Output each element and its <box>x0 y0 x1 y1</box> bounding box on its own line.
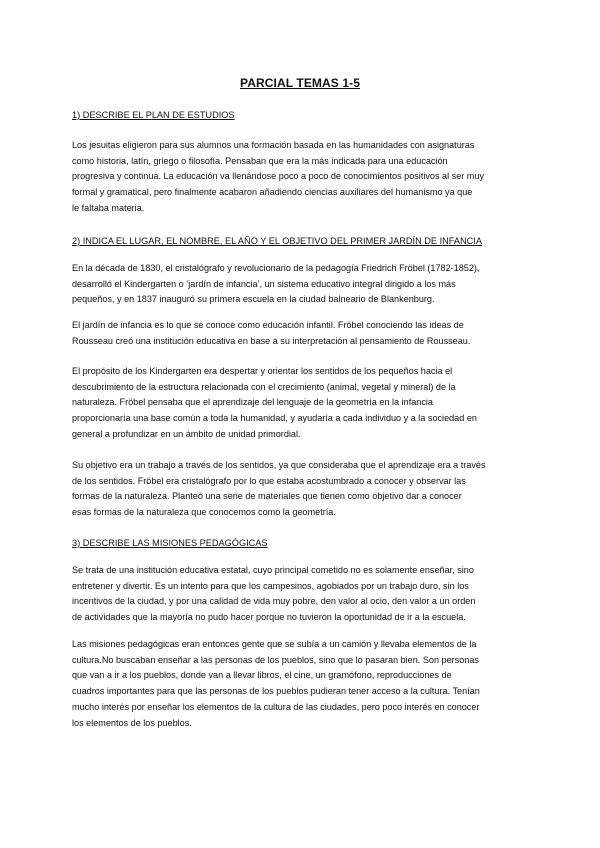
paragraph-line: pequeños, y en 1837 inauguró su primera escuela en la ciudad balneario de Blankenburg. <box>72 294 435 305</box>
paragraph-jardin-origen <box>72 261 534 308</box>
paragraph-line: cultura.No buscaban enseñar a las personas de los pueblos, sino que lo pasaran bien. Son personas <box>72 654 479 665</box>
paragraph-line: Las misiones pedagógicas eran entonces gente que se subía a un camión y llevaba elementos de la <box>72 639 477 649</box>
page-title: PARCIAL TEMAS 1-5 <box>240 76 360 90</box>
paragraph-line: El propósito de los Kindergarten era despertar y orientar los sentidos de los pequeños hacia el <box>72 366 453 376</box>
paragraph-line: Rousseau creó una institución educativa en base a su interpretación al pensamiento de Rousseau. <box>72 335 471 346</box>
paragraph-misiones-cultura <box>72 637 534 731</box>
paragraph-line: que van a ir a los pueblos, donde van a llevar libros, el cine, un gramófono, reproducciones de <box>72 670 452 681</box>
paragraph-line: de actividades que la mayoría no pudo hacer porque no tuvieron la oportunidad de ir a la escuela. <box>72 612 466 623</box>
paragraph-line: formas de la naturaleza. Planteó una serie de materiales que tienen como objetivo dar a conocer <box>72 491 462 502</box>
paragraph-line: formal y gramatical, pero finalmente acabaron añadiendo ciencias auxiliares del humanismo ya que <box>72 187 473 198</box>
paragraph-line: incentivos de la ciudad, y por una calidad de vida muy pobre, den valor al ocio, den valor a un orden <box>72 596 476 607</box>
paragraph-line: entretener y divertir. Es un intento para que los campesinos, agobiados por un trabajo duro, sin los <box>72 580 469 591</box>
paragraph-line: desarrolló el Kindergarten o ‘jardín de infancia’, un sistema educativo integral dirigido a los más <box>72 278 456 289</box>
paragraph-line: naturaleza. Fröbel pensaba que el aprendizaje del lenguaje de la geometría en la infancia <box>72 397 433 408</box>
paragraph-misiones-institucion <box>72 563 534 626</box>
paragraph-line: cuadros importantes para que las personas de los pueblos pudieran tener acceso a la cultura. Tenían <box>72 686 480 697</box>
paragraph-line: general a profundizar en un ámbito de unidad primordial. <box>72 428 301 439</box>
paragraph-line: El jardín de infancia es lo que se conoce como educación infantil. Fröbel conociendo las ideas de <box>72 320 464 330</box>
paragraph-line: descubrimiento de la estructura relacionada con el crecimiento (animal, vegetal y mineral) de la <box>72 381 456 392</box>
section-heading-jardin-de-infancia: 2) INDICA EL LUGAR, EL NOMBRE, EL AÑO Y EL OBJETIVO DEL PRIMER JARDÍN DE INFANCIA <box>72 236 482 246</box>
paragraph-line: En la década de 1830, el cristalógrafo y revolucionario de la pedagogía Friedrich Fröbel (1782-1852), <box>72 263 480 273</box>
section-heading-plan-de-estudios: 1) DESCRIBE EL PLAN DE ESTUDIOS <box>72 110 235 120</box>
paragraph-line: le faltaba materia. <box>72 202 145 213</box>
paragraph-line: progresiva y continua. La educación va llenándose poco a poco de conocimientos positivos al ser muy <box>72 171 484 182</box>
paragraph-line: de los sentidos. Fröbel era cristalógrafo por lo que estaba acostumbrado a conocer y observar las <box>72 475 466 486</box>
paragraph-line: Su objetivo era un trabajo a través de los sentidos, ya que consideraba que el aprendizaje era a través <box>72 460 486 470</box>
paragraph-line: esas formas de la naturaleza que conocemos como la geometría. <box>72 507 336 518</box>
paragraph-line: mucho interés por enseñar los elementos de la cultura de las ciudades, pero poco interés en conocer <box>72 701 480 712</box>
paragraph-line: como historia, latín, griego o filosofía. Pensaban que era la más indicada para una educación <box>72 155 448 166</box>
paragraph-plan-de-estudios <box>72 138 534 217</box>
paragraph-jardin-educacion-infantil <box>72 318 534 349</box>
paragraph-line: proporcionaría una base común a toda la humanidad, y ayudaría a cada individuo y a la sociedad en <box>72 413 477 424</box>
paragraph-line: los elementos de los pueblos. <box>72 717 192 728</box>
paragraph-line: Se trata de una institución educativa estatal, cuyo principal cometido no es solamente enseñar, sino <box>72 565 474 575</box>
paragraph-line: Los jesuitas eligieron para sus alumnos una formación basada en las humanidades con asignaturas <box>72 140 475 150</box>
paragraph-jardin-objetivo <box>72 458 534 521</box>
section-heading-misiones-pedagogicas: 3) DESCRIBE LAS MISIONES PEDAGÓGICAS <box>72 538 268 548</box>
paragraph-jardin-proposito <box>72 364 534 443</box>
